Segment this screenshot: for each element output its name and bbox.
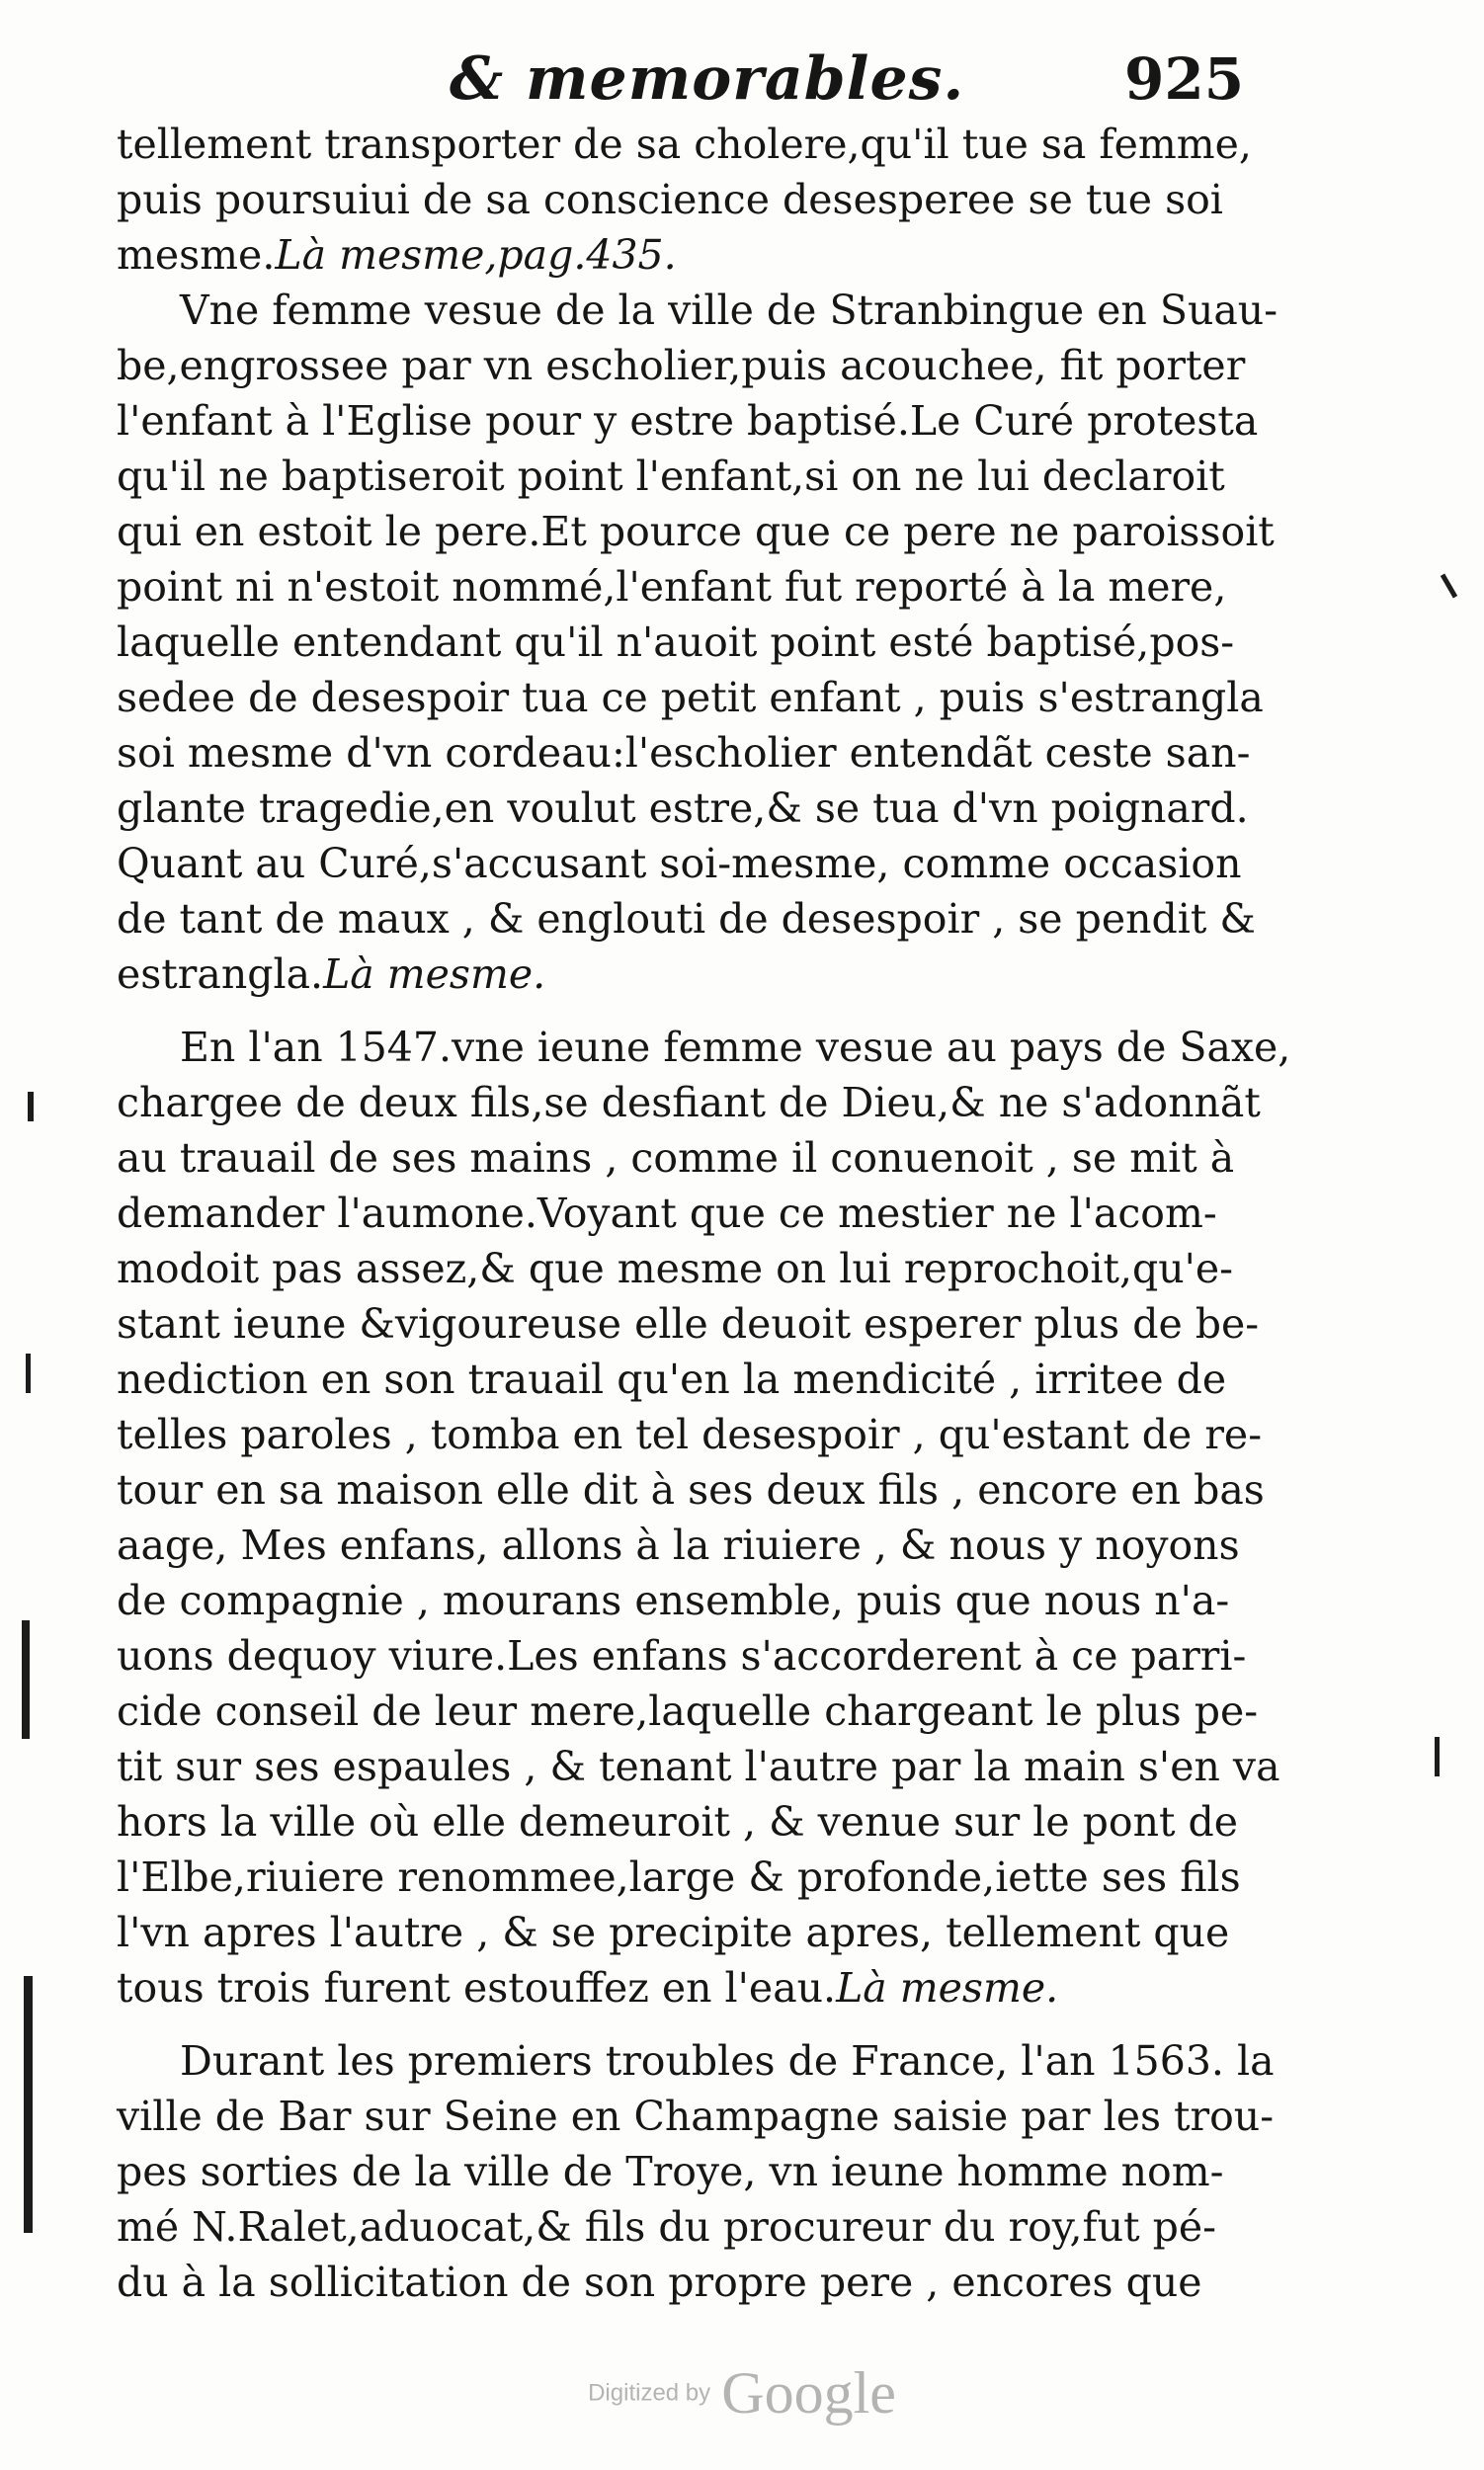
text-line: l'Elbe,riuiere renommee,large & profonde,iette ses fils [117, 1853, 1241, 1901]
text-line: modoit pas assez,& que mesme on lui reprochoit,qu'e- [117, 1245, 1234, 1292]
text-line: de compagnie , mourans ensemble, puis que nous n'a- [117, 1577, 1230, 1624]
text-line: Durant les premiers troubles de France, l'an 1563. la [180, 2037, 1275, 2085]
text-line: au trauail de ses mains , comme il conuenoit , se mit à [117, 1134, 1235, 1182]
text-line: ville de Bar sur Seine en Champagne saisie par les trou- [117, 2093, 1275, 2140]
text-line: chargee de deux fils,se desfiant de Dieu,& ne s'adonnãt [117, 1079, 1261, 1126]
text-line: laquelle entendant qu'il n'auoit point esté baptisé,pos- [117, 618, 1235, 666]
text-line: soi mesme d'vn cordeau:l'escholier entendãt ceste san- [117, 729, 1251, 777]
text-line: cide conseil de leur mere,laquelle chargeant le plus pe- [117, 1688, 1259, 1735]
running-head: & memorables. [450, 44, 965, 114]
paragraph-4 [117, 2033, 1275, 2310]
page-number: 925 [1124, 45, 1245, 113]
digitization-watermark [0, 2359, 1484, 2428]
scan-speck [26, 1354, 31, 1393]
body-text [117, 117, 1291, 2310]
watermark-prefix: Digitized by [588, 2379, 711, 2407]
text-line: nediction en son trauail qu'en la mendicité , irritee de [117, 1356, 1227, 1403]
text-fragment: estrangla. [117, 950, 324, 998]
text-line [117, 1960, 1243, 2016]
text-line [117, 227, 1243, 283]
source-reference: Là mesme,pag.435. [275, 231, 677, 279]
text-fragment: mesme. [117, 231, 276, 279]
text-line: telles paroles , tomba en tel desespoir , qu'estant de re- [117, 1411, 1263, 1458]
text-line: mé N.Ralet,aduocat,& fils du procureur du roy,fut pé- [117, 2203, 1217, 2251]
text-line: glante tragedie,en voulut estre,& se tua d'vn poignard. [117, 784, 1249, 832]
scan-speck [1435, 1737, 1440, 1776]
text-line: demander l'aumone.Voyant que ce mestier ne l'acom- [117, 1190, 1217, 1237]
text-line: Vne femme vesue de la ville de Stranbingue en Suau- [180, 287, 1278, 334]
text-line: qui en estoit le pere.Et pource que ce pere ne paroissoit [117, 508, 1275, 555]
text-line: tit sur ses espaules , & tenant l'autre par la main s'en va [117, 1743, 1280, 1790]
text-line: stant ieune &vigoureuse elle deuoit esperer plus de be- [117, 1300, 1260, 1348]
paragraph-2 [117, 283, 1278, 1002]
text-line: En l'an 1547.vne ieune femme vesue au pays de Saxe, [180, 1024, 1291, 1071]
text-line: pes sorties de la ville de Troye, vn ieune homme nom- [117, 2148, 1224, 2195]
paragraph-1 [117, 117, 1252, 283]
text-line: Quant au Curé,s'accusant soi-mesme, comme occasion [117, 840, 1242, 887]
paragraph-3 [117, 1020, 1291, 2016]
text-line: de tant de maux , & englouti de desespoir , se pendit & [117, 895, 1256, 943]
watermark-brand: Google [721, 2360, 896, 2426]
scan-speck [24, 1976, 33, 2233]
source-reference: Là mesme. [323, 950, 546, 998]
source-reference: Là mesme. [836, 1964, 1059, 2012]
text-fragment: tous trois furent estouffez en l'eau. [117, 1964, 837, 2012]
text-line: tour en sa maison elle dit à ses deux fils , encore en bas [117, 1466, 1265, 1514]
page-header [0, 40, 1484, 119]
text-line: point ni n'estoit nommé,l'enfant fut reporté à la mere, [117, 563, 1227, 611]
text-line: puis poursuiui de sa conscience desesperee se tue soi [117, 176, 1223, 223]
text-line: qu'il ne baptiseroit point l'enfant,si on ne lui declaroit [117, 453, 1225, 500]
text-line: be,engrossee par vn escholier,puis acouchee, fit porter [117, 342, 1246, 389]
scan-speck [28, 1092, 34, 1121]
scan-speck [22, 1620, 30, 1739]
scan-speck [1441, 573, 1457, 598]
text-line: hors la ville où elle demeuroit , & venue sur le pont de [117, 1798, 1238, 1846]
text-line: l'vn apres l'autre , & se precipite apres, tellement que [117, 1909, 1230, 1956]
text-line: l'enfant à l'Eglise pour y estre baptisé.Le Curé protesta [117, 397, 1259, 445]
text-line: sedee de desespoir tua ce petit enfant , puis s'estrangla [117, 674, 1264, 721]
text-line: tellement transporter de sa cholere,qu'il tue sa femme, [117, 121, 1252, 168]
text-line [117, 947, 1243, 1002]
text-line: aage, Mes enfans, allons à la riuiere , & nous y noyons [117, 1522, 1240, 1569]
text-line: uons dequoy viure.Les enfans s'accorderent à ce parri- [117, 1632, 1247, 1680]
text-line: du à la sollicitation de son propre pere , encores que [117, 2259, 1202, 2306]
